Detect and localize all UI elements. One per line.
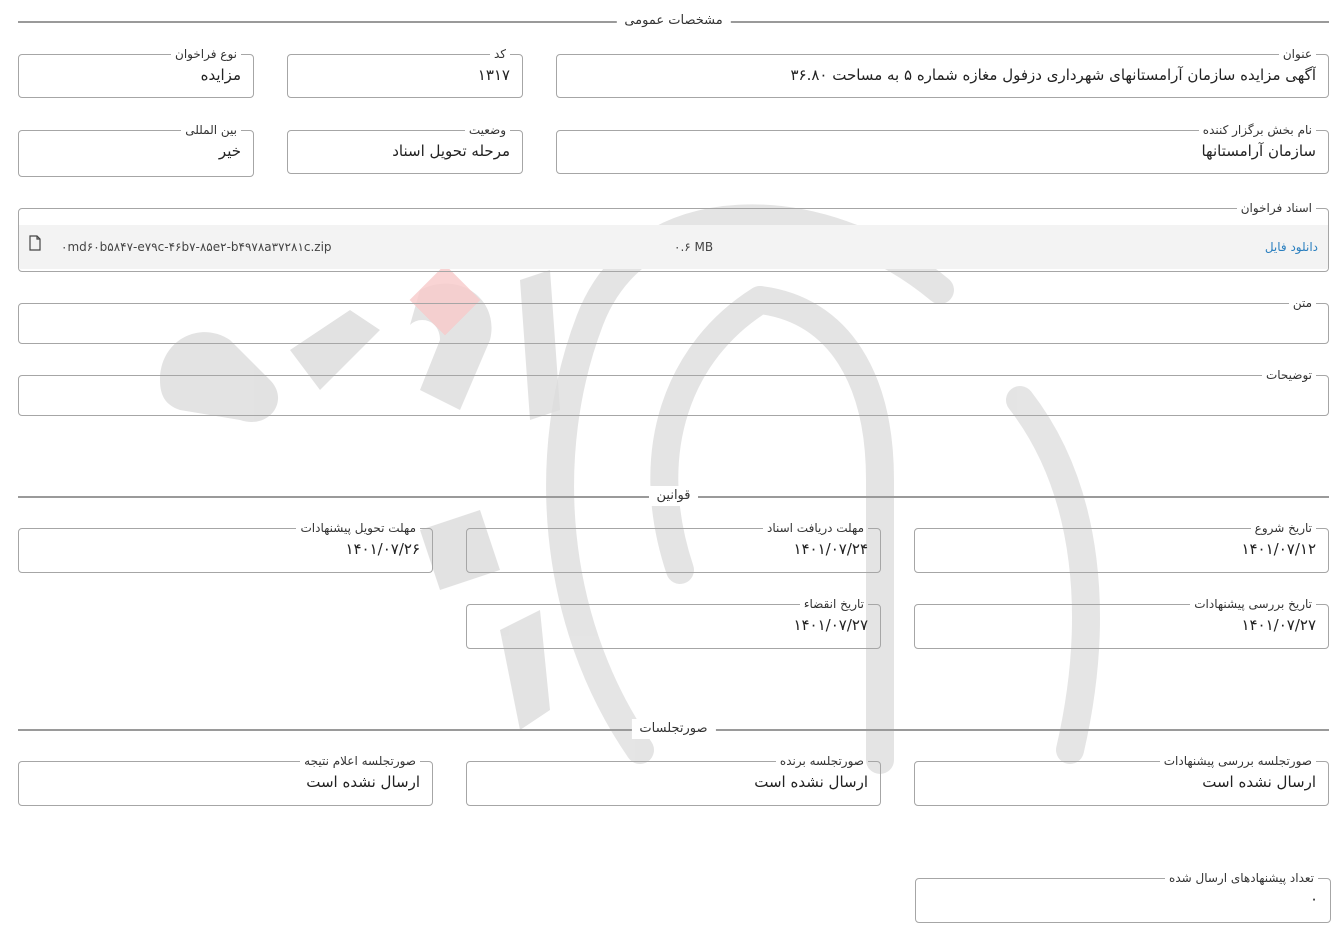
code-value: ۱۳۱۷ [477, 66, 510, 84]
doc-receive-deadline-label: مهلت دریافت اسناد [766, 521, 864, 535]
organizer-field [556, 123, 1329, 174]
offers-count-field [915, 871, 1331, 923]
expiry-date-field [466, 597, 881, 649]
organizer-value: سازمان آرامستانها [1201, 142, 1316, 160]
international-value: خیر [218, 142, 241, 160]
offers-count-label: تعداد پیشنهادهای ارسال شده [1169, 871, 1314, 885]
international-field [18, 123, 254, 177]
offer-review-date-value: ۱۴۰۱/۰۷/۲۷ [1241, 616, 1316, 634]
expiry-date-value: ۱۴۰۱/۰۷/۲۷ [793, 616, 868, 634]
code-label: کد [493, 47, 506, 61]
doc-receive-deadline-field [466, 521, 881, 573]
offer-delivery-deadline-label: مهلت تحویل پیشنهادات [300, 521, 416, 535]
offers-count-value: ۰ [1309, 890, 1318, 908]
download-file-link[interactable]: دانلود فایل [1264, 240, 1318, 254]
section-minutes-title: صورتجلسات [631, 719, 715, 739]
text-field [18, 296, 1329, 344]
file-size: ۰.۶ MB [674, 240, 714, 254]
code-field [287, 47, 523, 98]
title-label: عنوان [1282, 47, 1312, 61]
section-minutes-header [18, 721, 1329, 736]
file-icon [29, 235, 41, 251]
organizer-label: نام بخش برگزار کننده [1202, 123, 1312, 137]
section-general-title: مشخصات عمومی [616, 11, 730, 31]
title-field [556, 47, 1329, 98]
doc-receive-deadline-value: ۱۴۰۱/۰۷/۲۴ [793, 540, 868, 558]
status-value: مرحله تحویل اسناد [392, 142, 510, 160]
file-name: ۰md۶۰b۵۸۴۷-e۷۹c-۴۶b۷-۸۵e۲-b۴۹۷۸a۳۷۲۸۱c.zip [61, 240, 332, 254]
start-date-field [914, 521, 1329, 573]
international-label: بین المللی [185, 123, 237, 137]
offer-review-date-label: تاریخ بررسی پیشنهادات [1194, 597, 1312, 611]
offer-delivery-deadline-field [18, 521, 433, 573]
offer-delivery-deadline-value: ۱۴۰۱/۰۷/۲۶ [345, 540, 420, 558]
section-general-header [18, 13, 1329, 28]
result-minutes-field [18, 754, 433, 806]
call-type-field [18, 47, 254, 98]
section-rules-title: قوانین [649, 486, 699, 506]
documents-label: اسناد فراخوان [1240, 201, 1312, 215]
offer-review-date-field [914, 597, 1329, 649]
description-label: توضیحات [1265, 368, 1312, 382]
description-field [18, 368, 1329, 416]
title-value: آگهی مزایده سازمان آرامستانهای شهرداری دزفول مغازه شماره ۵ به مساحت ۳۶.۸۰ [790, 66, 1316, 84]
expiry-date-label: تاریخ انقضاء [803, 597, 864, 611]
winner-minutes-label: صورتجلسه برنده [779, 754, 864, 768]
status-field [287, 123, 523, 174]
result-minutes-value: ارسال نشده است [306, 773, 420, 791]
winner-minutes-field [466, 754, 881, 806]
status-label: وضعیت [468, 123, 506, 137]
winner-minutes-value: ارسال نشده است [754, 773, 868, 791]
result-minutes-label: صورتجلسه اعلام نتیجه [304, 754, 416, 768]
call-type-value: مزایده [200, 66, 241, 84]
review-minutes-value: ارسال نشده است [1202, 773, 1316, 791]
documents-field [18, 201, 1329, 272]
start-date-value: ۱۴۰۱/۰۷/۱۲ [1241, 540, 1316, 558]
file-row [19, 225, 1328, 269]
review-minutes-field [914, 754, 1329, 806]
text-label: متن [1292, 296, 1312, 310]
start-date-label: تاریخ شروع [1254, 521, 1312, 535]
section-rules-header [18, 488, 1329, 503]
call-type-label: نوع فراخوان [175, 47, 237, 61]
review-minutes-label: صورتجلسه بررسی پیشنهادات [1163, 754, 1312, 768]
